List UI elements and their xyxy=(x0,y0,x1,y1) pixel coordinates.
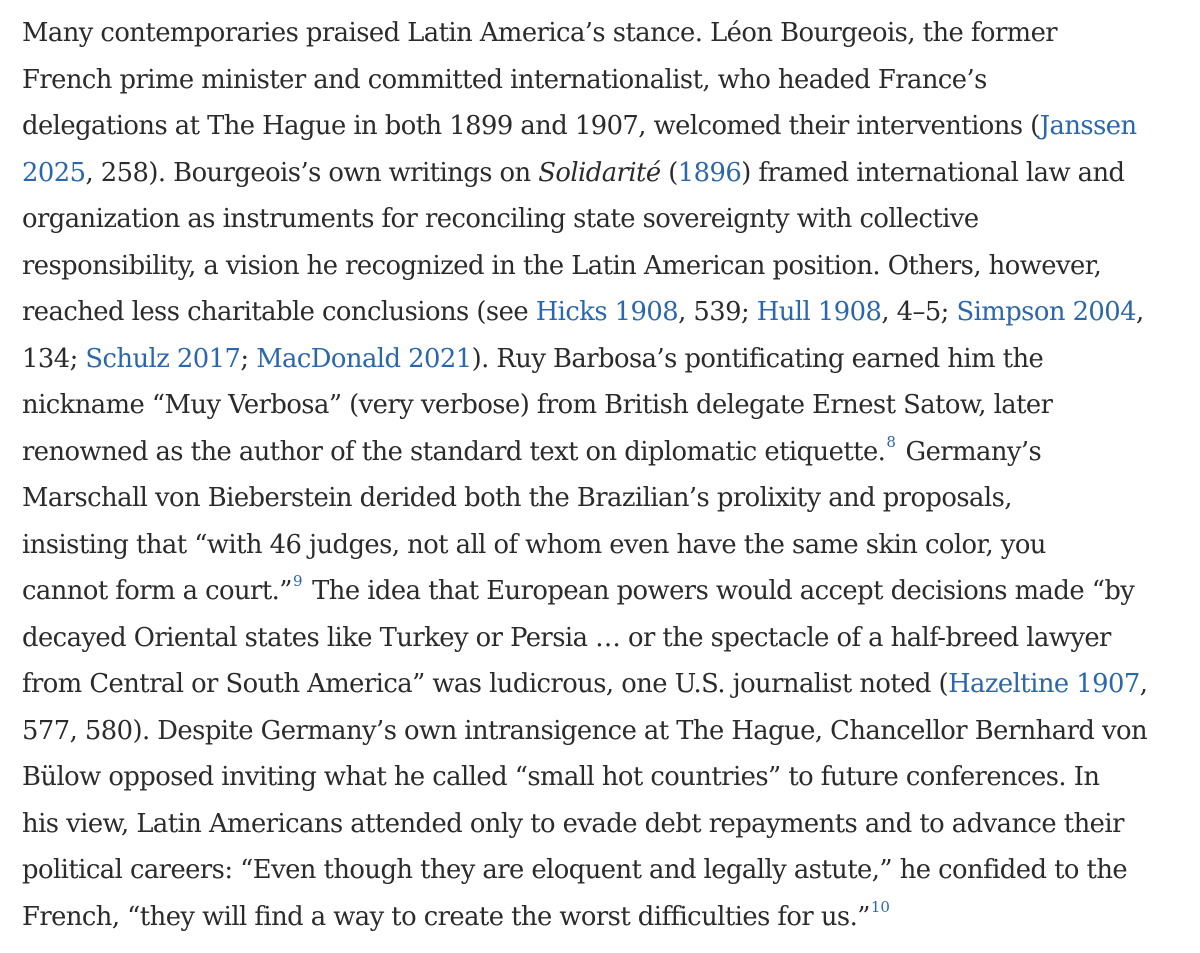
footnote-link-9[interactable]: 9 xyxy=(292,572,303,590)
text-span: decayed Oriental states like Turkey or Persia … or the spectacle of a half-breed lawyer xyxy=(22,622,1111,653)
text-span: renowned as the author of the standard text on diplomatic etiquette. xyxy=(22,436,886,467)
text-line xyxy=(22,243,1172,290)
text-span: insisting that “with 46 judges, not all of whom even have the same skin color, you xyxy=(22,529,1046,560)
text-line xyxy=(22,103,1172,150)
citation-link-schulz[interactable]: Schulz 2017 xyxy=(85,343,241,374)
text-span: political careers: “Even though they are eloquent and legally astute,” he confided to the xyxy=(22,855,1128,885)
paragraph xyxy=(22,10,1172,940)
text-span: cannot form a court.” xyxy=(22,576,292,606)
text-line xyxy=(22,754,1172,801)
text-line xyxy=(22,568,1172,615)
text-span: ( xyxy=(660,157,678,188)
text-span: ) framed international law and xyxy=(741,157,1125,188)
citation-link-hazeltine[interactable]: Hazeltine 1907 xyxy=(948,669,1140,699)
text-line xyxy=(22,522,1172,569)
text-line xyxy=(22,615,1172,662)
text-line xyxy=(22,289,1172,336)
text-span: 134; xyxy=(22,343,86,374)
text-span: Germany’s xyxy=(897,436,1042,467)
article-body xyxy=(22,10,1172,940)
text-span: from Central or South America” was ludicrous, one U.S. journalist noted ( xyxy=(22,669,949,699)
text-line xyxy=(22,894,1172,941)
citation-link-bourgeois-1896[interactable]: 1896 xyxy=(677,157,742,188)
text-span: delegations at The Hague in both 1899 and 1907, welcomed their interventions ( xyxy=(22,111,1040,141)
text-line xyxy=(22,801,1172,848)
citation-link-macdonald[interactable]: MacDonald 2021 xyxy=(256,343,472,374)
citation-link-janssen-year[interactable]: 2025 xyxy=(22,157,86,188)
text-line xyxy=(22,336,1172,383)
text-line xyxy=(22,150,1172,197)
text-line xyxy=(22,382,1172,429)
text-line xyxy=(22,429,1172,476)
citation-link-hull[interactable]: Hull 1908 xyxy=(756,297,882,327)
text-span: , 4–5; xyxy=(881,297,957,327)
footnote-link-10[interactable]: 10 xyxy=(870,897,890,916)
footnote-link-8[interactable]: 8 xyxy=(886,432,896,451)
text-span: nickname “Muy Verbosa” (very verbose) from British delegate Ernest Satow, later xyxy=(22,390,1053,420)
text-span: responsibility, a vision he recognized in the Latin American position. Others, however, xyxy=(22,250,1102,281)
text-span: French prime minister and committed internationalist, who headed France’s xyxy=(22,64,987,95)
text-line xyxy=(22,10,1172,57)
text-span: , xyxy=(1139,669,1148,699)
text-span: Many contemporaries praised Latin America’s stance. Léon Bourgeois, the former xyxy=(22,18,1058,48)
text-line xyxy=(22,196,1172,243)
italic-title: Solidarité xyxy=(538,157,661,188)
text-line xyxy=(22,57,1172,104)
citation-link-simpson[interactable]: Simpson 2004 xyxy=(956,297,1137,327)
text-span: , 539; xyxy=(678,297,757,327)
citation-link-janssen[interactable]: Janssen xyxy=(1039,111,1137,141)
text-span: ; xyxy=(240,343,257,374)
text-line xyxy=(22,661,1172,708)
text-span: reached less charitable conclusions (see xyxy=(22,297,536,327)
text-span: , xyxy=(1136,297,1144,327)
text-span: his view, Latin Americans attended only to evade debt repayments and to advance their xyxy=(22,808,1124,839)
text-line xyxy=(22,847,1172,894)
text-span: The idea that European powers would accept decisions made “by xyxy=(304,576,1135,606)
text-span: Bülow opposed inviting what he called “small hot countries” to future conferences. In xyxy=(22,762,1100,792)
text-span: , 258). Bourgeois’s own writings on xyxy=(85,157,539,188)
text-span: 577, 580). Despite Germany’s own intransigence at The Hague, Chancellor Bernhard von xyxy=(22,715,1148,746)
text-span: organization as instruments for reconciling state sovereignty with collective xyxy=(22,204,979,234)
citation-link-hicks[interactable]: Hicks 1908 xyxy=(535,297,679,327)
text-span: ). Ruy Barbosa’s pontificating earned him the xyxy=(471,343,1044,374)
text-line xyxy=(22,708,1172,755)
text-line xyxy=(22,475,1172,522)
text-span: Marschall von Bieberstein derided both the Brazilian’s prolixity and proposals, xyxy=(22,483,1012,513)
text-span: French, “they will find a way to create the worst difficulties for us.” xyxy=(22,901,870,932)
